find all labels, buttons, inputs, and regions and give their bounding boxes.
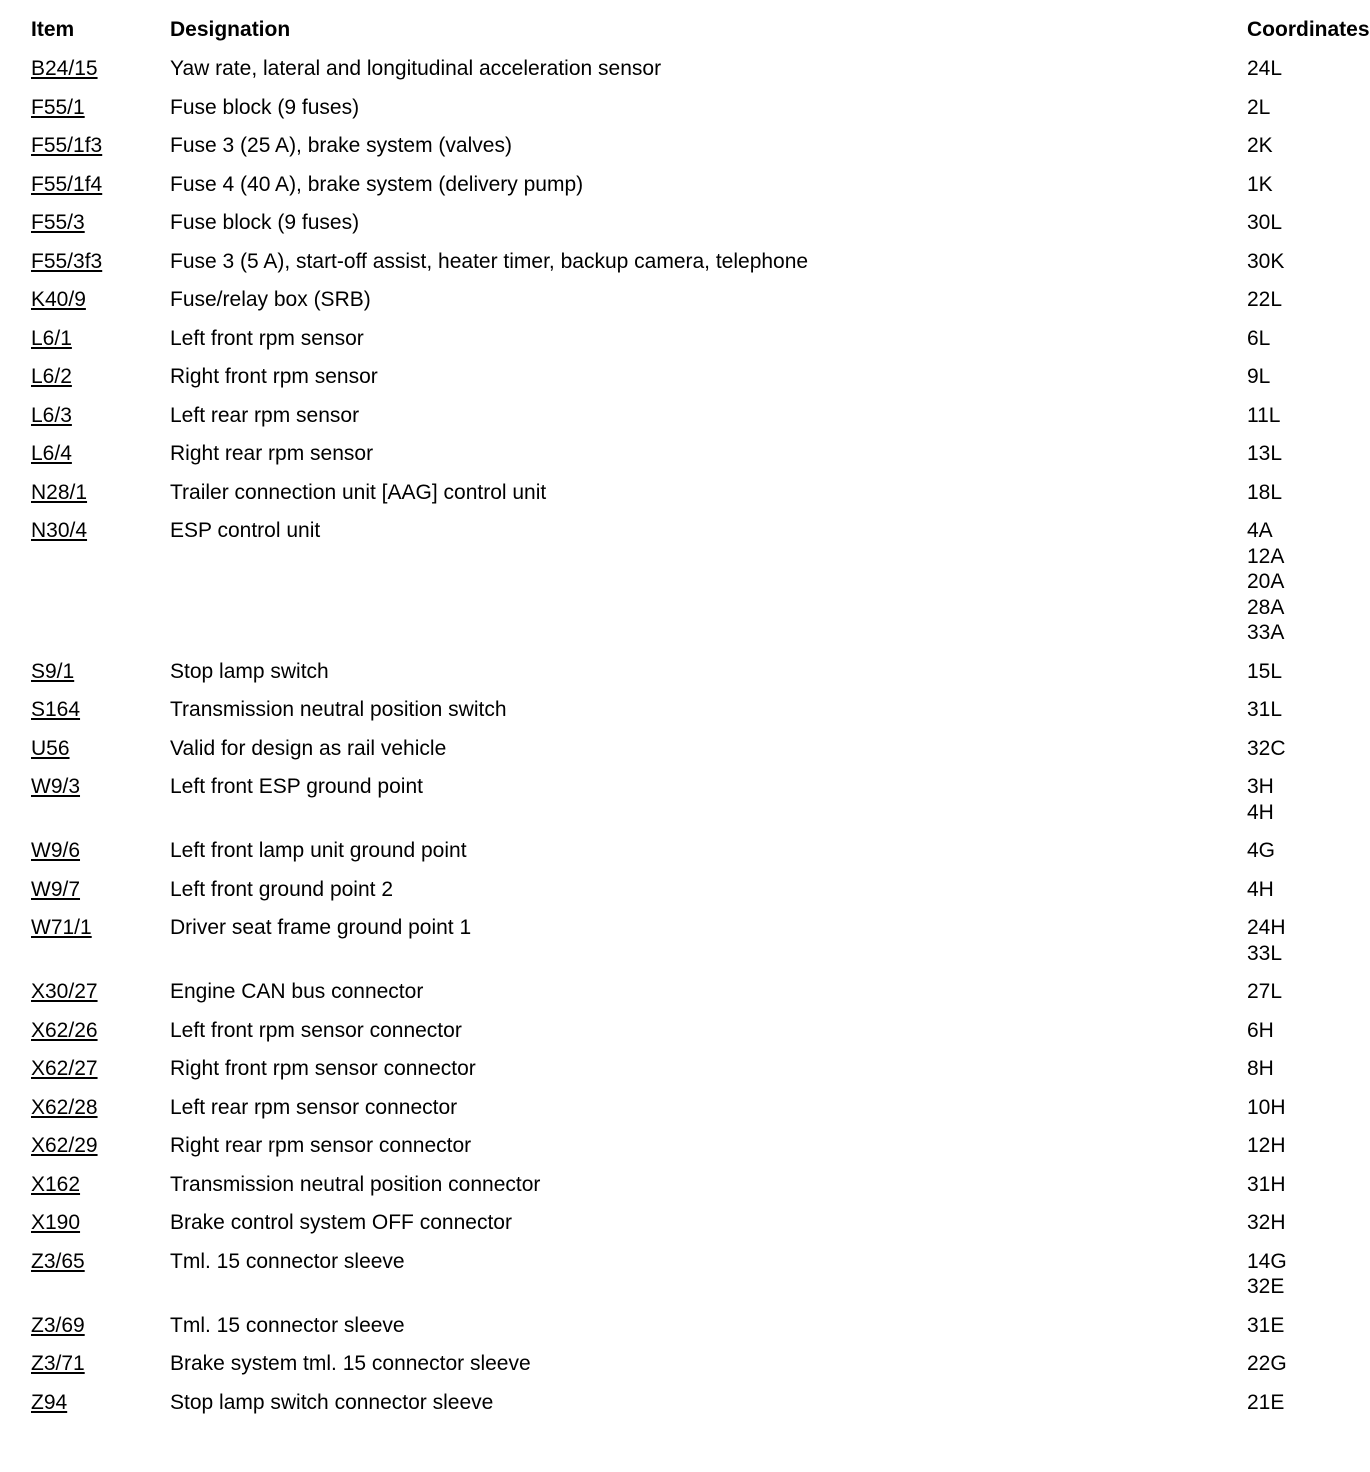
table-row — [0, 518, 1344, 659]
item-link[interactable]: F55/3 — [31, 211, 85, 234]
item-link[interactable]: Z3/71 — [31, 1352, 85, 1375]
coordinate-list — [1247, 979, 1337, 1005]
coordinate-list — [1247, 697, 1337, 723]
designation-text: Right rear rpm sensor connector — [170, 1134, 472, 1157]
designation-text: Fuse 3 (25 A), brake system (valves) — [170, 134, 512, 157]
table-row — [0, 838, 1344, 877]
designation-text: Left front lamp unit ground point — [170, 839, 467, 862]
item-link[interactable]: K40/9 — [31, 288, 86, 311]
table-row — [0, 736, 1344, 775]
coordinate-value: 8H — [1247, 1057, 1274, 1080]
coordinate-list — [1247, 172, 1337, 198]
coordinate-list — [1247, 659, 1337, 685]
coordinate-value: 33A — [1247, 621, 1285, 644]
table-row — [0, 1210, 1344, 1249]
item-link[interactable]: X162 — [31, 1172, 81, 1196]
item-link[interactable]: X190 — [31, 1211, 81, 1234]
coordinate-value: 32H — [1247, 1211, 1286, 1234]
designation-text: Brake system tml. 15 connector sleeve — [170, 1352, 531, 1375]
item-link[interactable]: X62/27 — [31, 1057, 98, 1080]
coordinate-list — [1247, 1056, 1337, 1082]
coordinate-list — [1247, 441, 1337, 467]
coordinate-list — [1247, 1018, 1337, 1044]
designation-text: Tml. 15 connector sleeve — [170, 1313, 405, 1337]
item-link[interactable]: B24/15 — [31, 57, 98, 80]
coordinate-list — [1247, 56, 1337, 82]
coordinate-value: 24L — [1247, 57, 1283, 80]
designation-text: Right rear rpm sensor — [170, 442, 374, 465]
item-link[interactable]: X62/26 — [31, 1018, 98, 1042]
coordinate-value: 11L — [1247, 403, 1281, 427]
designation-text: Yaw rate, lateral and longitudinal acceleration sensor — [170, 57, 662, 80]
table-row — [0, 210, 1344, 249]
coordinate-value: 33L — [1247, 941, 1283, 965]
coordinate-value: 1K — [1247, 172, 1273, 196]
coordinate-list — [1247, 133, 1337, 159]
table-row — [0, 56, 1344, 95]
coordinate-value: 4H — [1247, 800, 1274, 824]
coordinate-value: 24H — [1247, 916, 1286, 939]
coordinate-value: 31L — [1247, 698, 1283, 721]
item-link[interactable]: L6/3 — [31, 403, 72, 427]
table-row — [0, 1018, 1344, 1057]
table-row — [0, 480, 1344, 519]
coordinate-value: 4A — [1247, 519, 1273, 542]
coordinate-list — [1247, 1095, 1337, 1121]
coordinate-list — [1247, 915, 1337, 966]
designation-text: Left front rpm sensor connector — [170, 1018, 462, 1042]
table-row — [0, 95, 1344, 134]
coordinate-value: 9L — [1247, 365, 1271, 388]
coordinate-value: 32C — [1247, 736, 1286, 760]
designation-text: Left rear rpm sensor — [170, 403, 360, 427]
coordinate-list — [1247, 1249, 1337, 1300]
coordinate-list — [1247, 774, 1337, 825]
designation-text: Fuse block (9 fuses) — [170, 211, 360, 234]
designation-text: Fuse 3 (5 A), start-off assist, heater timer, backup camera, telephone — [170, 249, 809, 273]
item-link[interactable]: S9/1 — [31, 659, 75, 683]
table-row — [0, 1249, 1344, 1313]
item-link[interactable]: W9/6 — [31, 839, 81, 862]
designation-text: Right front rpm sensor — [170, 365, 378, 388]
coordinate-value: 31E — [1247, 1313, 1285, 1337]
coordinate-value: 4G — [1247, 839, 1276, 862]
item-link[interactable]: W9/3 — [31, 775, 81, 798]
designation-text: Fuse block (9 fuses) — [170, 95, 360, 119]
coordinate-value: 30L — [1247, 211, 1283, 234]
designation-text: Fuse/relay box (SRB) — [170, 288, 371, 311]
table-row — [0, 1056, 1344, 1095]
item-link[interactable]: F55/1f4 — [31, 172, 103, 196]
coordinate-list — [1247, 403, 1337, 429]
header-item: Item — [31, 18, 75, 41]
coordinate-list — [1247, 1390, 1337, 1416]
coordinate-list — [1247, 877, 1337, 903]
coordinate-value: 22G — [1247, 1352, 1287, 1375]
designation-text: Driver seat frame ground point 1 — [170, 916, 472, 939]
coordinate-list — [1247, 1210, 1337, 1236]
header-coordinates: Coordinates — [1247, 18, 1370, 41]
item-link[interactable]: N28/1 — [31, 480, 88, 504]
coordinate-list — [1247, 1313, 1337, 1339]
table-row — [0, 133, 1344, 172]
coordinate-list — [1247, 326, 1337, 352]
item-link[interactable]: L6/1 — [31, 326, 72, 350]
item-link[interactable]: Z3/69 — [31, 1313, 85, 1337]
coordinate-list — [1247, 287, 1337, 313]
coordinate-value: 28A — [1247, 595, 1285, 619]
coordinate-value: 15L — [1247, 659, 1283, 683]
coordinate-value: 13L — [1247, 442, 1283, 465]
coordinate-list — [1247, 1351, 1337, 1377]
designation-text: Right front rpm sensor connector — [170, 1057, 476, 1080]
coordinate-value: 10H — [1247, 1095, 1286, 1119]
item-link[interactable]: L6/2 — [31, 365, 72, 388]
table-row — [0, 1313, 1344, 1352]
coordinate-list — [1247, 518, 1337, 646]
coordinate-list — [1247, 1133, 1337, 1159]
designation-text: Engine CAN bus connector — [170, 980, 424, 1003]
table-row — [0, 441, 1344, 480]
coordinate-value: 12A — [1247, 544, 1285, 568]
coordinate-list — [1247, 364, 1337, 390]
coordinate-value: 22L — [1247, 288, 1283, 311]
designation-text: Fuse 4 (40 A), brake system (delivery pump) — [170, 172, 584, 196]
item-link[interactable]: X62/29 — [31, 1134, 98, 1157]
designation-text: Left front ground point 2 — [170, 877, 393, 901]
coordinate-value: 18L — [1247, 480, 1283, 504]
coordinate-list — [1247, 480, 1337, 506]
table-row — [0, 1351, 1344, 1390]
coordinate-value: 14G — [1247, 1249, 1287, 1273]
table-row — [0, 915, 1344, 979]
coordinate-list — [1247, 95, 1337, 121]
table-row — [0, 979, 1344, 1018]
table-row — [0, 1390, 1344, 1429]
designation-text: Stop lamp switch — [170, 659, 329, 683]
table-row — [0, 172, 1344, 211]
coordinate-value: 6H — [1247, 1018, 1274, 1042]
designation-text: ESP control unit — [170, 519, 321, 542]
table-row — [0, 1172, 1344, 1211]
item-link[interactable]: F55/3f3 — [31, 249, 103, 273]
item-link[interactable]: X30/27 — [31, 980, 98, 1003]
coordinate-value: 27L — [1247, 980, 1283, 1003]
coordinate-value: 4H — [1247, 877, 1274, 901]
item-link[interactable]: Z94 — [31, 1390, 68, 1414]
table-row — [0, 364, 1344, 403]
designation-text: Valid for design as rail vehicle — [170, 736, 447, 760]
item-link[interactable]: F55/1f3 — [31, 134, 103, 157]
table-row — [0, 697, 1344, 736]
item-link[interactable]: F55/1 — [31, 95, 85, 119]
item-link[interactable]: W71/1 — [31, 916, 92, 939]
designation-text: Tml. 15 connector sleeve — [170, 1249, 405, 1273]
designation-text: Transmission neutral position connector — [170, 1172, 541, 1196]
coordinate-list — [1247, 1172, 1337, 1198]
coordinate-value: 32E — [1247, 1275, 1285, 1298]
coordinate-list — [1247, 249, 1337, 275]
item-link[interactable]: W9/7 — [31, 877, 81, 901]
designation-text: Left rear rpm sensor connector — [170, 1095, 458, 1119]
coordinate-value: 6L — [1247, 326, 1271, 350]
item-link[interactable]: U56 — [31, 736, 70, 760]
coordinate-value: 12H — [1247, 1134, 1286, 1157]
designation-text: Left front ESP ground point — [170, 775, 423, 798]
designation-text: Stop lamp switch connector sleeve — [170, 1390, 494, 1414]
header-designation: Designation — [170, 18, 291, 41]
table-row — [0, 1095, 1344, 1134]
designation-text: Brake control system OFF connector — [170, 1211, 512, 1234]
table-row — [0, 287, 1344, 326]
table-body — [0, 56, 1344, 1428]
coordinate-value: 30K — [1247, 249, 1285, 273]
coordinate-value: 31H — [1247, 1172, 1286, 1196]
designation-text: Trailer connection unit [AAG] control unit — [170, 480, 547, 504]
coordinate-value: 2K — [1247, 134, 1273, 157]
coordinate-value: 21E — [1247, 1390, 1285, 1414]
item-link[interactable]: L6/4 — [31, 442, 72, 465]
item-link[interactable]: Z3/65 — [31, 1249, 85, 1273]
coordinate-value: 3H — [1247, 775, 1274, 798]
table-row — [0, 659, 1344, 698]
designation-text: Left front rpm sensor — [170, 326, 364, 350]
coordinate-list — [1247, 210, 1337, 236]
table-header — [0, 18, 1370, 48]
table-row — [0, 1133, 1344, 1172]
coordinate-value: 2L — [1247, 95, 1271, 119]
table-row — [0, 249, 1344, 288]
item-link[interactable]: N30/4 — [31, 519, 88, 542]
table-row — [0, 877, 1344, 916]
coordinate-list — [1247, 838, 1337, 864]
designation-text: Transmission neutral position switch — [170, 698, 507, 721]
item-link[interactable]: X62/28 — [31, 1095, 98, 1119]
table-row — [0, 403, 1344, 442]
coordinate-list — [1247, 736, 1337, 762]
table-row — [0, 326, 1344, 365]
table-row — [0, 774, 1344, 838]
coordinate-value: 20A — [1247, 570, 1285, 593]
item-link[interactable]: S164 — [31, 698, 81, 721]
